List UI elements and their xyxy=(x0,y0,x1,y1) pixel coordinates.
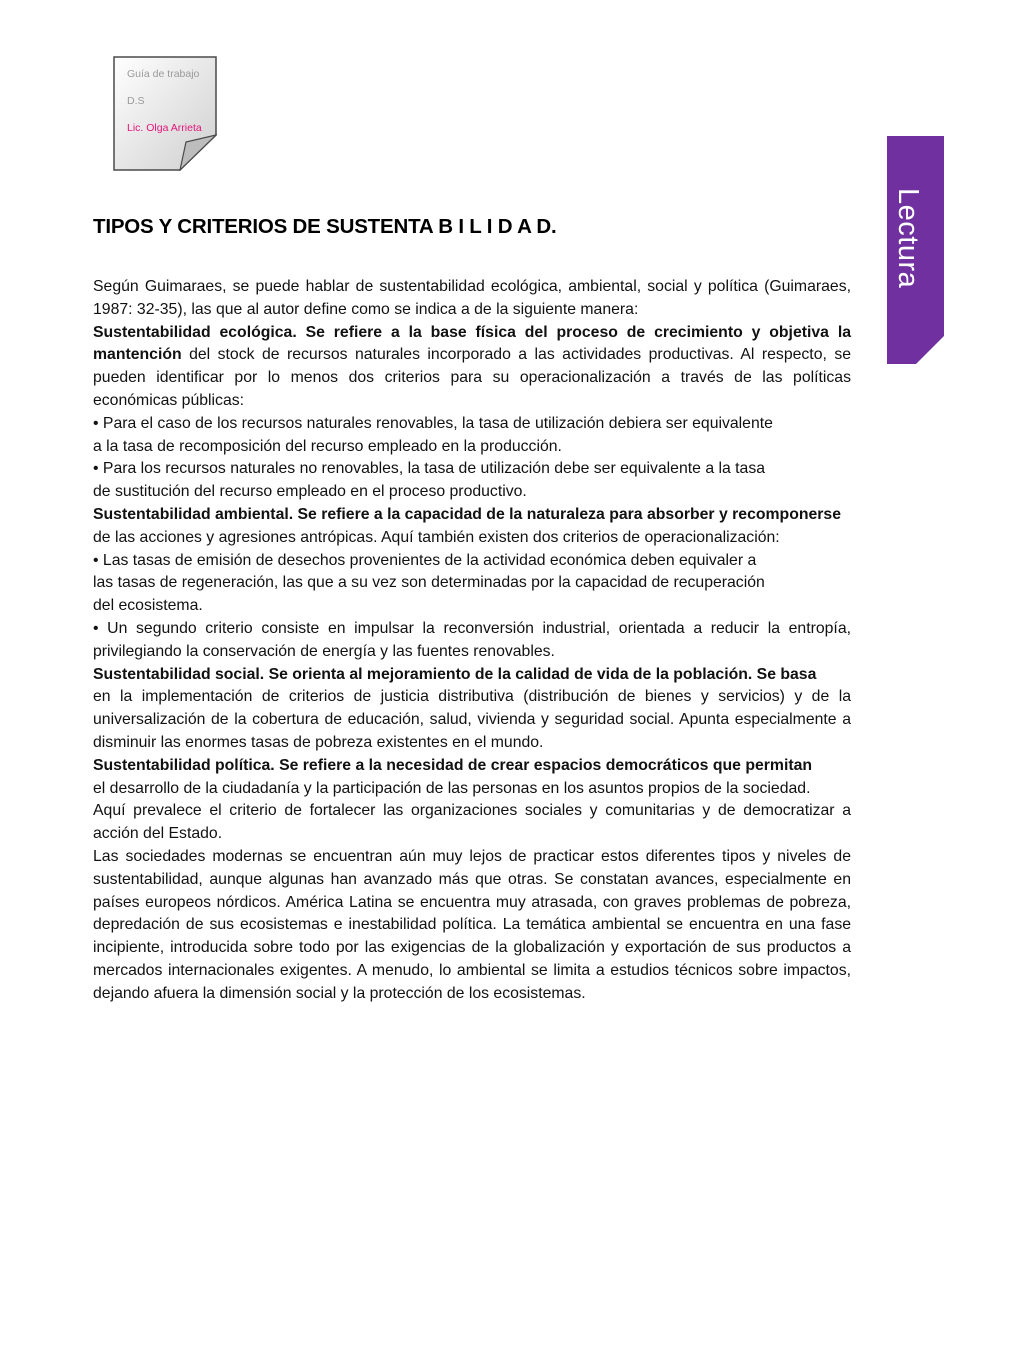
ecological-bullet-2-line-2: de sustitución del recurso empleado en el proceso productivo. xyxy=(93,483,527,501)
intro-paragraph: Según Guimaraes, se puede hablar de sustentabilidad ecológica, ambiental, social y política (Guimaraes, 1987: 32-35), las que al autor define como se indica a de la siguiente manera: xyxy=(93,278,851,318)
political-extra: Aquí prevalece el criterio de fortalecer las organizaciones sociales y comunitarias y de democratizar a acción del Estado. xyxy=(93,802,851,843)
note-text xyxy=(127,68,207,135)
ecological-bullet-1-line-2: a la tasa de recomposición del recurso empleado en la producción. xyxy=(93,437,562,455)
side-tab-lectura xyxy=(887,136,944,364)
ecological-bullet-2-line-1: • Para los recursos naturales no renovables, la tasa de utilización debe ser equivalente a la tasa xyxy=(93,460,766,478)
ecological-bullet-1-line-1: • Para el caso de los recursos naturales renovables, la tasa de utilización debiera ser equivalente xyxy=(93,414,773,432)
ecological-heading: Sustentabilidad ecológica. Se refiere a la base física del proceso de crecimiento y objetiva la mantención xyxy=(93,323,851,364)
ecological-paragraph xyxy=(93,322,851,413)
environmental-bullet-2: • Un segundo criterio consiste en impulsar la reconversión industrial, orientada a reducir la entropía, privilegiando la conservación de energía y las fuentes renovables. xyxy=(93,619,851,660)
political-heading: Sustentabilidad política. Se refiere a la necesidad de crear espacios democráticos que permitan xyxy=(93,756,813,774)
environmental-bullet-1-line-3: del ecosistema. xyxy=(93,597,203,615)
environmental-heading: Sustentabilidad ambiental. Se refiere a la capacidad de la naturaleza para absorber y recomponerse xyxy=(93,505,842,523)
environmental-bullet-1-line-1: • Las tasas de emisión de desechos provenientes de la actividad económica deben equivaler a xyxy=(93,551,757,569)
page-title: TIPOS Y CRITERIOS DE SUSTENTA B I L I D A D. xyxy=(93,215,557,238)
environmental-text: de las acciones y agresiones antrópicas. Aquí también existen dos criterios de operacionalización: xyxy=(93,528,780,546)
closing-paragraph: Las sociedades modernas se encuentran aún muy lejos de practicar estos diferentes tipos y niveles de sustentabilidad, aunque algunas han avanzado más que otras. Se constatan avances, especialmente en países europeos nórdicos. América Latina se encuentra muy atrasada, con graves problemas de pobreza, depredación de sus ecosistemas e inestabilidad política. La temática ambiental se encuentra en una fase incipiente, introducida sobre todo por las exigencias de la globalización y exportación de sus productos a mercados internacionales exigentes. A menudo, lo ambiental se limita a estudios técnicos sobre impactos, dejando afuera la dimensión social y la protección de los ecosistemas. xyxy=(93,847,851,1002)
environmental-bullet-1-line-2: las tasas de regeneración, las que a su vez son determinadas por la capacidad de recuperación xyxy=(93,574,765,592)
political-text: el desarrollo de la ciudadanía y la participación de las personas en los asuntos propios de la sociedad. xyxy=(93,779,811,797)
course-note-card xyxy=(113,56,217,171)
note-subject: D.S xyxy=(127,95,145,107)
note-title: Guía de trabajo xyxy=(127,68,200,80)
ecological-text: del stock de recursos naturales incorporado a las actividades productivas. Al respecto, se pueden identificar por lo menos dos criterios para su operacionalización a través de las políticas económicas públicas: xyxy=(93,346,851,409)
social-text: en la implementación de criterios de justicia distributiva (distribución de bienes y servicios) y de la universalización de la cobertura de educación, salud, vivienda y seguridad social. Apunta especialmente a disminuir las enormes tasas de pobreza existentes en el mundo. xyxy=(93,688,851,751)
document-body xyxy=(93,276,851,1006)
social-heading: Sustentabilidad social. Se orienta al mejoramiento de la calidad de vida de la población. Se basa xyxy=(93,665,817,683)
note-author: Lic. Olga Arrieta xyxy=(127,122,202,134)
side-tab-label: Lectura xyxy=(892,188,924,289)
